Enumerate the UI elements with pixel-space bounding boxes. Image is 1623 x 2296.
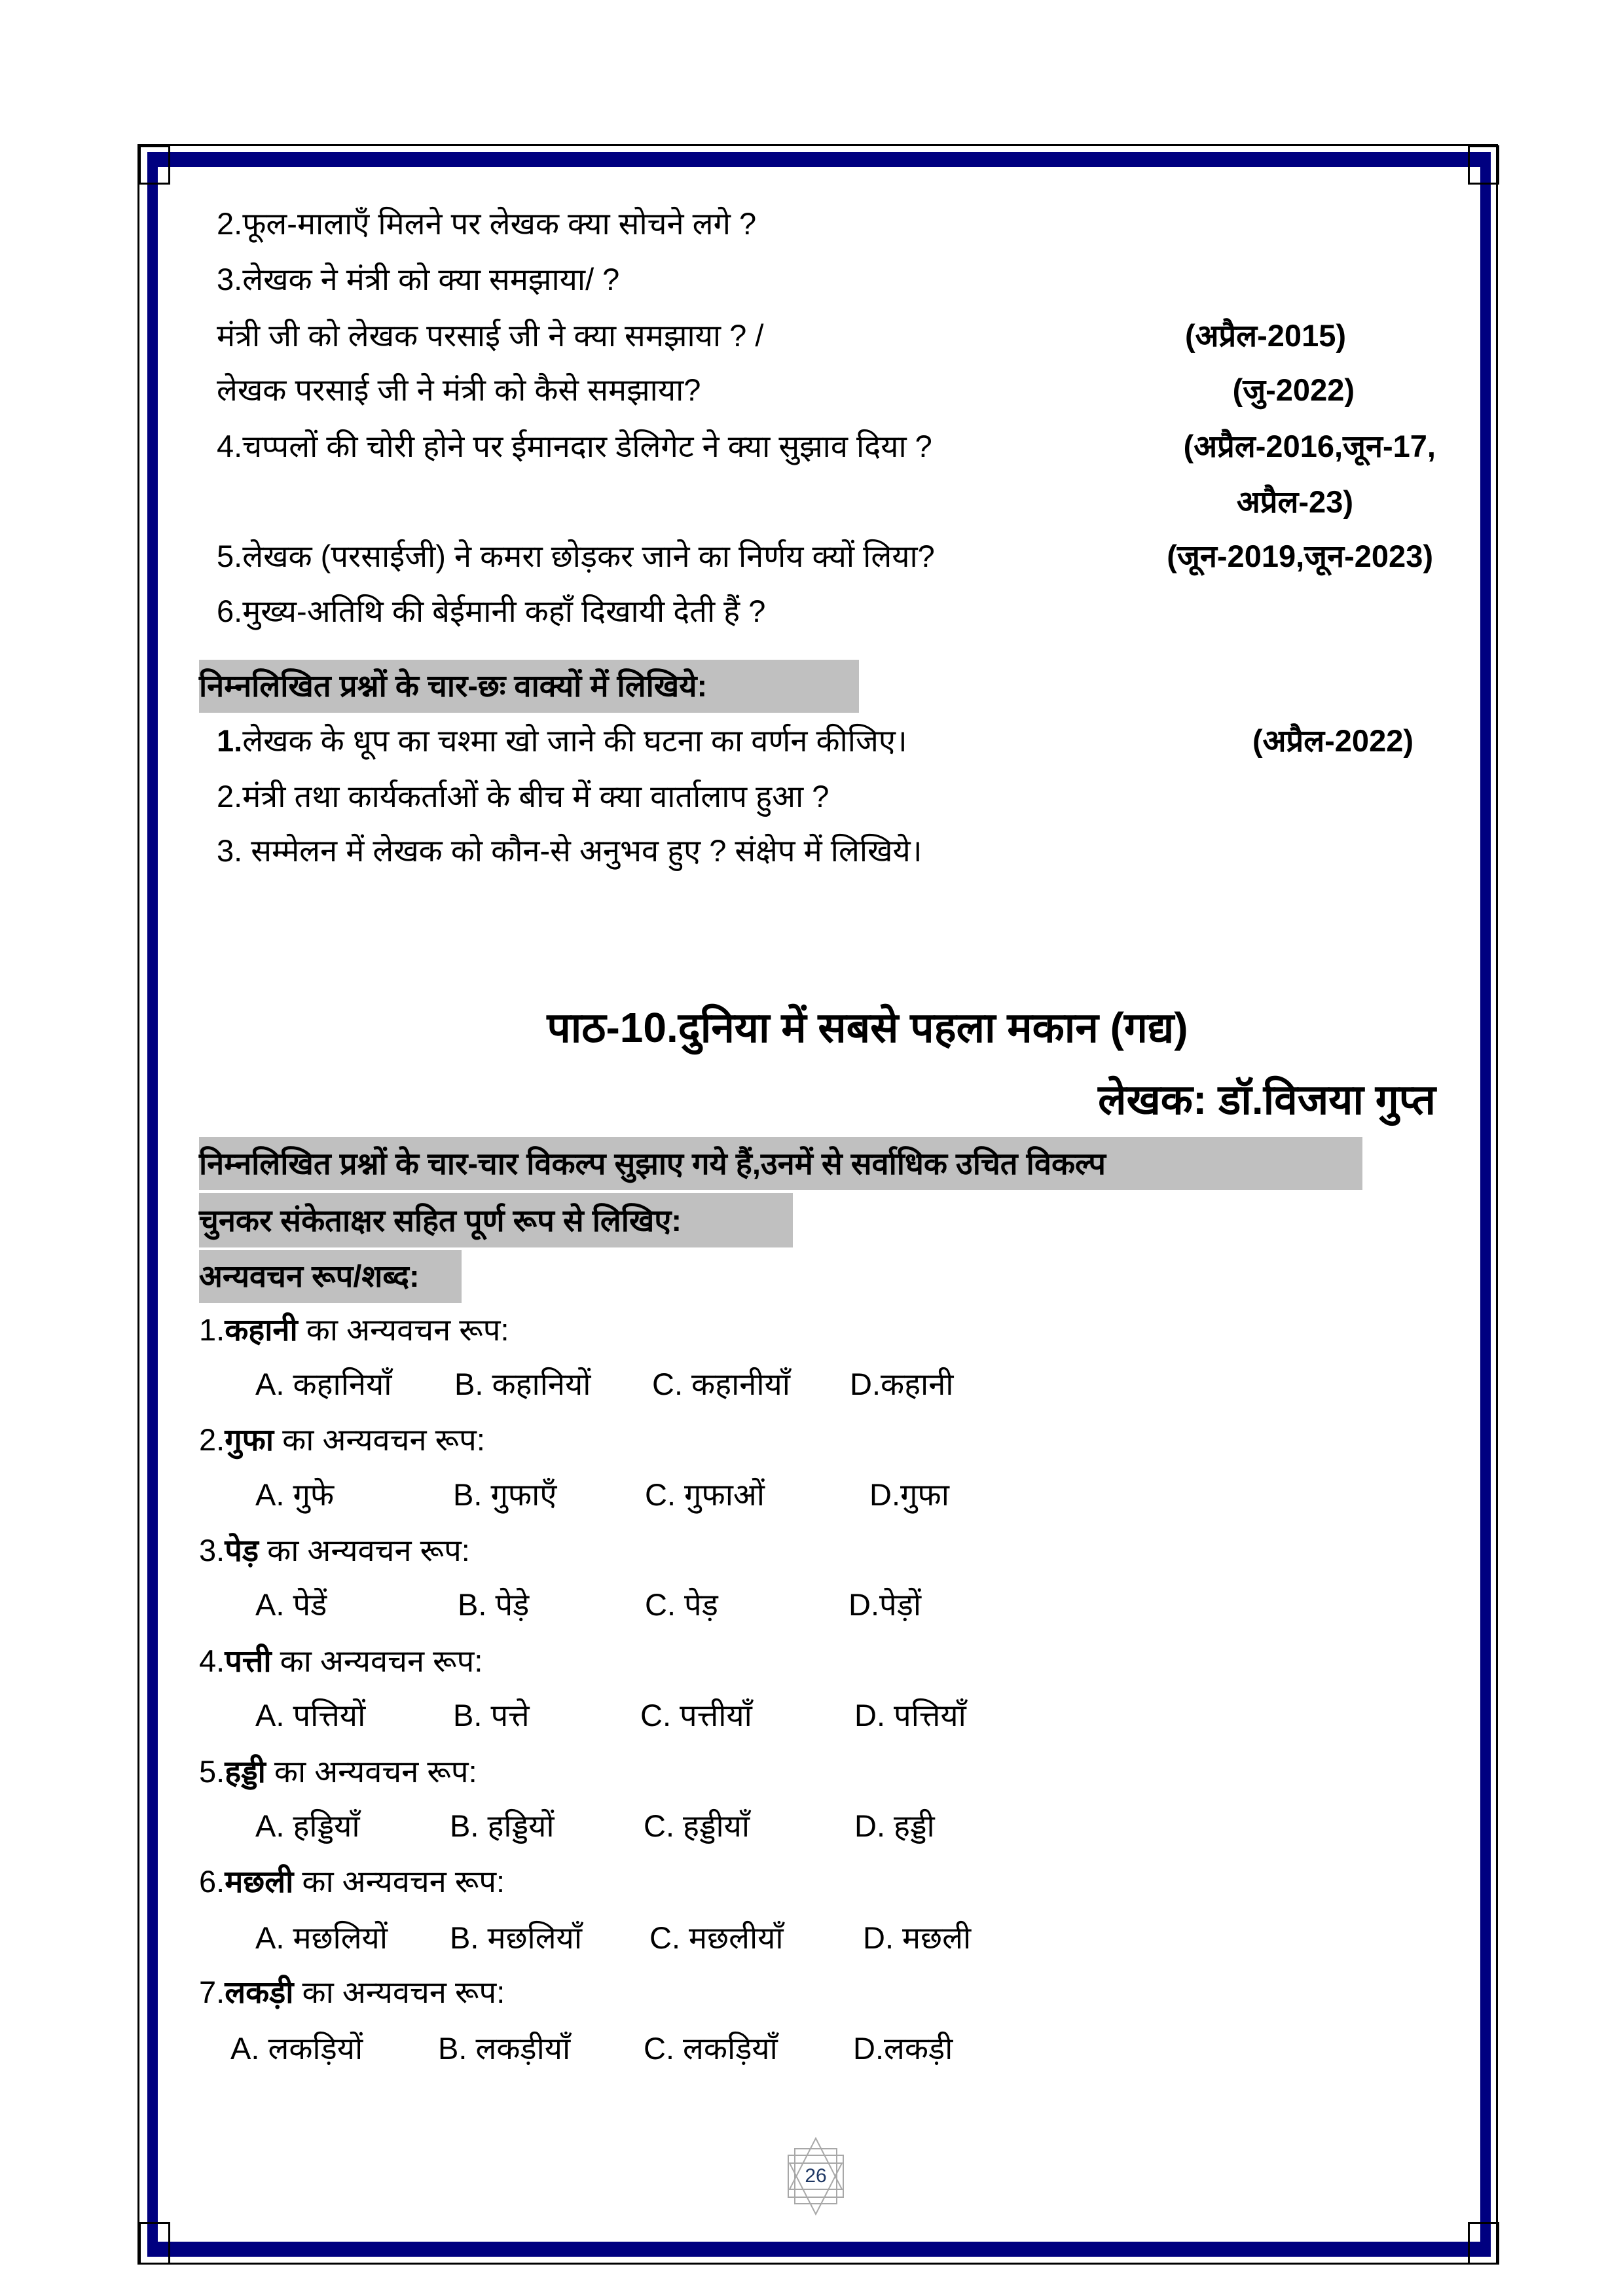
option-b: B. पेड़े [458,1587,530,1622]
question-line: 6.मुख्य-अतिथि की बेईमानी कहाँ दिखायी देती हैं ? [217,594,766,628]
mcq-subheading: अन्यवचन रूप/शब्द: [199,1259,420,1293]
question-line: 4.चप्पलों की चोरी होने पर ईमानदार डेलिगेट ने क्या सुझाव दिया ? [217,429,932,463]
option-d: D.पेड़ों [848,1587,922,1622]
option-b: B. हड्डियों [450,1808,555,1843]
long-question: 2.मंत्री तथा कार्यकर्ताओं के बीच में क्या वार्तालाप हुआ ? [217,779,830,814]
corner-ornament-br [1468,2222,1499,2265]
option-c: C. पत्तीयाँ [640,1698,752,1732]
question-line: मंत्री जी को लेखक परसाई जी ने क्या समझाया ? / [217,318,764,353]
option-b: B. मछलियाँ [450,1920,582,1955]
option-b: B. गुफाएँ [453,1477,557,1512]
option-c: C. लकड़ियाँ [644,2031,778,2066]
corner-ornament-tr [1468,145,1499,185]
long-question [217,721,907,761]
border-right [1480,152,1491,2257]
long-question: 3. सम्मेलन में लेखक को कौन-से अनुभव हुए ? संक्षेप में लिखिये। [217,833,922,868]
option-a: A. पेडें [255,1587,327,1622]
question-line: 2.फूल-मालाएँ मिलने पर लेखक क्या सोचने लगे ? [217,206,757,241]
option-c: C. कहानीयाँ [652,1367,790,1401]
page-number-ornament [776,2137,855,2215]
corner-ornament-tl [139,145,170,185]
option-c: C. मछलीयाँ [649,1920,784,1955]
option-b: B. पत्ते [453,1698,530,1732]
question-number: 1. [217,723,243,758]
exam-year: (जून-2019,जून-2023) [1167,539,1433,573]
option-d: D.गुफा [869,1477,949,1512]
option-d: D. मछली [863,1920,972,1955]
corner-ornament-bl [139,2222,170,2265]
exam-year: (अप्रैल-2022) [1252,723,1413,758]
option-c: C. पेड़ [645,1587,718,1622]
mcq-question: 4.पत्ती का अन्यवचन रूप: [199,1643,483,1678]
mcq-question: 3.पेड़ का अन्यवचन रूप: [199,1533,470,1568]
question-line: 5.लेखक (परसाईजी) ने कमरा छोड़कर जाने का निर्णय क्यों लिया? [217,539,935,573]
option-a: A. पत्तियों [255,1698,366,1732]
mcq-question: 1.कहानी का अन्यवचन रूप: [199,1312,509,1347]
section-heading: निम्नलिखित प्रश्नों के चार-छः वाक्यों में लिखिये: [199,668,708,703]
lesson-title: पाठ-10.दुनिया में सबसे पहला मकान (गद्य) [547,1004,1188,1051]
border-bottom [147,2242,1491,2257]
mcq-question: 7.लकड़ी का अन्यवचन रूप: [199,1975,505,2009]
option-d: D.लकड़ी [853,2031,953,2066]
option-d: D.कहानी [850,1367,954,1401]
lesson-author: लेखक: डॉ.विजया गुप्त [1098,1076,1436,1123]
option-a: A. गुफे [255,1477,335,1512]
option-a: A. मछलियों [255,1920,388,1955]
option-d: D. हड्डी [854,1808,935,1843]
question-text: लेखक के धूप का चश्मा खो जाने की घटना का वर्णन कीजिए। [242,723,907,758]
mcq-question: 5.हड्डी का अन्यवचन रूप: [199,1754,477,1789]
border-left [147,152,158,2257]
mcq-heading-line1: निम्नलिखित प्रश्नों के चार-चार विकल्प सुझाए गये हैं,उनमें से सर्वाधिक उचित विकल्प [199,1146,1106,1181]
mcq-question: 6.मछली का अन्यवचन रूप: [199,1864,505,1899]
option-a: A. हड्डियाँ [255,1808,360,1843]
exam-year: (जु-2022) [1232,372,1355,407]
exam-year: (अप्रैल-2015) [1184,318,1346,353]
question-line: 3.लेखक ने मंत्री को क्या समझाया/ ? [217,262,620,296]
option-d: D. पत्तियाँ [854,1698,966,1732]
border-top [147,152,1491,167]
option-a: A. लकड़ियों [230,2031,363,2066]
option-b: B. कहानियों [454,1367,591,1401]
option-c: C. गुफाओं [645,1477,765,1512]
mcq-heading-line2: चुनकर संकेताक्षर सहित पूर्ण रूप से लिखिए: [199,1203,682,1238]
option-b: B. लकड़ीयाँ [438,2031,571,2066]
mcq-question: 2.गुफा का अन्यवचन रूप: [199,1422,485,1457]
exam-year: अप्रैल-23) [1236,484,1353,519]
exam-year: (अप्रैल-2016,जून-17, [1183,429,1436,463]
option-c: C. हड्डीयाँ [644,1808,750,1843]
option-a: A. कहानियाँ [255,1367,392,1401]
question-line: लेखक परसाई जी ने मंत्री को कैसे समझाया? [217,372,701,407]
page-number: 26 [805,2165,827,2187]
